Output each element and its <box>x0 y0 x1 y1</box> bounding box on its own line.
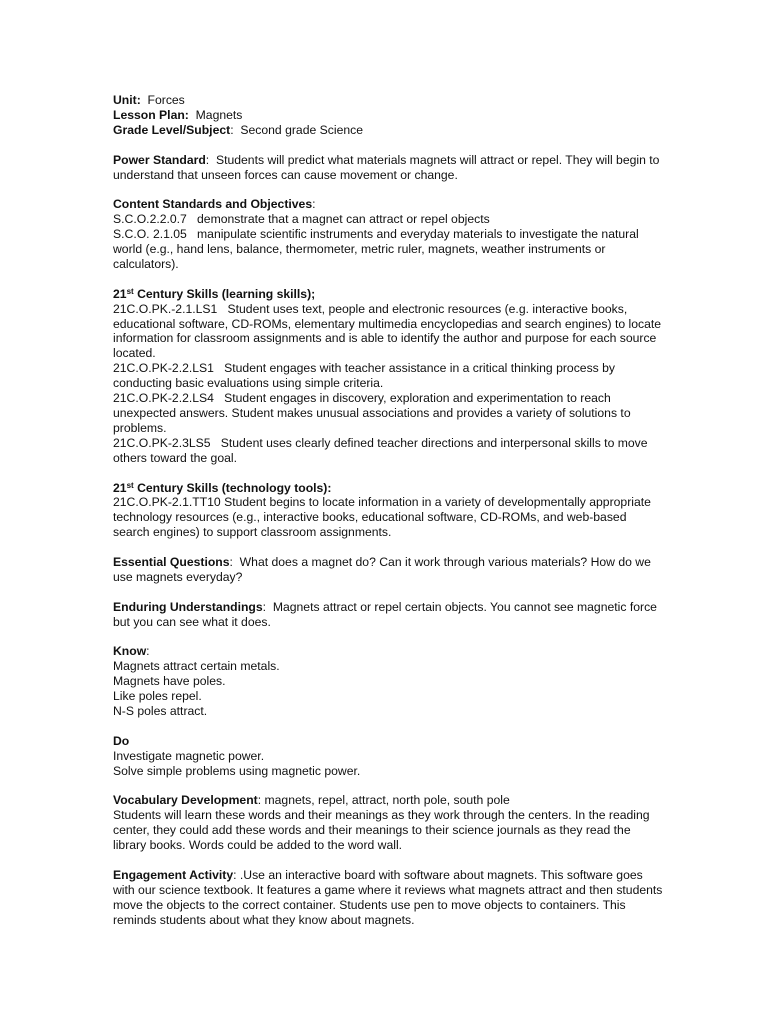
vocabulary-label: Vocabulary Development <box>113 793 258 808</box>
engagement-label: Engagement Activity <box>113 867 234 882</box>
skill-code: 21C.O.PK.-2.1.LS1 <box>113 301 218 316</box>
unit-label: Unit: <box>113 93 141 107</box>
vocabulary-text: Students will learn these words and their meanings as they work through the centers. In the reading center, they could add these words and their meanings to their science journals as they read the library books. Words could be added to the word wall. <box>113 808 650 853</box>
skill-code: 21C.O.PK-2.3LS5 <box>113 435 211 450</box>
grade-value: Second grade Science <box>240 122 363 137</box>
enduring-understandings-text: Magnets attract or repel certain objects. You cannot see magnetic force but you can see what it does. <box>113 599 657 629</box>
skill-item <box>113 436 663 466</box>
lesson-value: Magnets <box>195 107 243 122</box>
unit-line <box>113 93 663 108</box>
essential-questions-label: Essential Questions <box>113 555 230 570</box>
learning-skills-section <box>113 287 663 466</box>
unit-value: Forces <box>147 93 185 107</box>
know-item: Like poles repel. <box>113 689 202 704</box>
content-standards-heading: Content Standards and Objectives <box>113 197 313 212</box>
content-standard-item <box>113 212 663 227</box>
vocabulary-section: Vocabulary Development: magnets, repel, attract, north pole, south pole Students will learn these words and their meanings as they work through the centers. In the reading center, they could add these words and their meanings to their science journals as they read the library books. Words could be added to the word wall. <box>113 793 663 853</box>
skill-code: 21C.O.PK-2.2.LS4 <box>113 391 214 406</box>
grade-label: Grade Level/Subject <box>113 122 231 137</box>
skill-item <box>113 361 663 391</box>
know-item: N-S poles attract. <box>113 704 208 719</box>
do-heading: Do <box>113 733 130 748</box>
skill-item <box>113 391 663 436</box>
skill-text: Student uses text, people and electronic resources (e.g. interactive books, educational software, CD-ROMs, elementary multimedia encyclopedias and search engines) to locate information for classroom assignments and is able to identify the author and purpose for each source located. <box>113 301 662 361</box>
standard-code: S.C.O.2.2.0.7 <box>113 212 187 227</box>
power-standard-label: Power Standard <box>113 152 206 167</box>
content-standard-item <box>113 227 663 272</box>
skill-text: Student engages in discovery, exploration and experimentation to reach unexpected answers. Student makes unusual associations and provides a variety of solutions to problems. <box>113 391 631 435</box>
technology-tools-text: 21C.O.PK-2.1.TT10 Student begins to locate information in a variety of developmentally appropriate technology resources (e.g., interactive books, educational software, CD-ROMs, and web-based search engines) to support classroom assignments. <box>113 495 651 540</box>
skill-text: Student engages with teacher assistance in a critical thinking process by conducting basic evaluations using simple criteria. <box>113 361 616 391</box>
know-section: Know: Magnets attract certain metals. Magnets have poles. Like poles repel. N-S poles attract. <box>113 644 663 719</box>
skill-item <box>113 302 663 362</box>
technology-tools-section <box>113 481 663 541</box>
lesson-label: Lesson Plan: <box>113 107 189 122</box>
standard-code: S.C.O. 2.1.05 <box>113 227 187 242</box>
do-section <box>113 734 663 779</box>
enduring-understandings-section: Enduring Understandings: Magnets attract or repel certain objects. You cannot see magnetic force but you can see what it does. <box>113 599 657 629</box>
essential-questions-text: What does a magnet do? Can it work through various materials? How do we use magnets everyday? <box>113 555 651 584</box>
grade-line: Grade Level/Subject: Second grade Science <box>113 122 363 137</box>
content-standards-section: Content Standards and Objectives: S.C.O.2.2.0.7 demonstrate that a magnet can attract or repel objects S.C.O. 2.1.05 manipulate scientific instruments and everyday materials to investigate the natural world (e.g., hand lens, balance, thermometer, metric ruler, magnets, weather instruments or calculators). <box>113 197 663 272</box>
skill-code: 21C.O.PK-2.2.LS1 <box>113 361 214 376</box>
technology-tools-heading: 21st Century Skills (technology tools): <box>113 480 332 495</box>
power-standard-section: Power Standard: Students will predict what materials magnets will attract or repel. They will begin to understand that unseen forces can cause movement or change. <box>113 152 660 182</box>
standard-text: demonstrate that a magnet can attract or repel objects <box>197 212 490 227</box>
enduring-understandings-label: Enduring Understandings <box>113 599 263 614</box>
lesson-plan-document <box>113 93 663 942</box>
vocabulary-words: magnets, repel, attract, north pole, south pole <box>264 793 510 808</box>
power-standard-text: Students will predict what materials magnets will attract or repel. They will begin to understand that unseen forces can cause movement or change. <box>113 152 660 182</box>
engagement-text: .Use an interactive board with software about magnets. This software goes with our science textbook. It features a game where it reviews what magnets attract and then students move the objects to the correct container. Students use pen to move objects to containers. This reminds students about what they know about magnets. <box>113 867 663 927</box>
do-item: Solve simple problems using magnetic power. <box>113 763 361 778</box>
know-heading: Know <box>113 644 147 659</box>
do-item: Investigate magnetic power. <box>113 748 265 763</box>
essential-questions-section: Essential Questions: What does a magnet do? Can it work through various materials? How do we use magnets everyday? <box>113 555 651 584</box>
lesson-line <box>113 108 663 123</box>
skill-text: Student uses clearly defined teacher directions and interpersonal skills to move others toward the goal. <box>113 435 648 465</box>
know-item: Magnets have poles. <box>113 674 226 689</box>
engagement-section: Engagement Activity: .Use an interactive board with software about magnets. This software goes with our science textbook. It features a game where it reviews what magnets attract and then students move the objects to the correct container. Students use pen to move objects to containers. This reminds students about what they know about magnets. <box>113 867 663 927</box>
learning-skills-heading: 21st Century Skills (learning skills); <box>113 286 316 301</box>
know-item: Magnets attract certain metals. <box>113 659 280 674</box>
standard-text: manipulate scientific instruments and everyday materials to investigate the natural world (e.g., hand lens, balance, thermometer, metric ruler, magnets, weather instruments or calculators). <box>113 227 639 271</box>
header-block <box>113 93 663 138</box>
